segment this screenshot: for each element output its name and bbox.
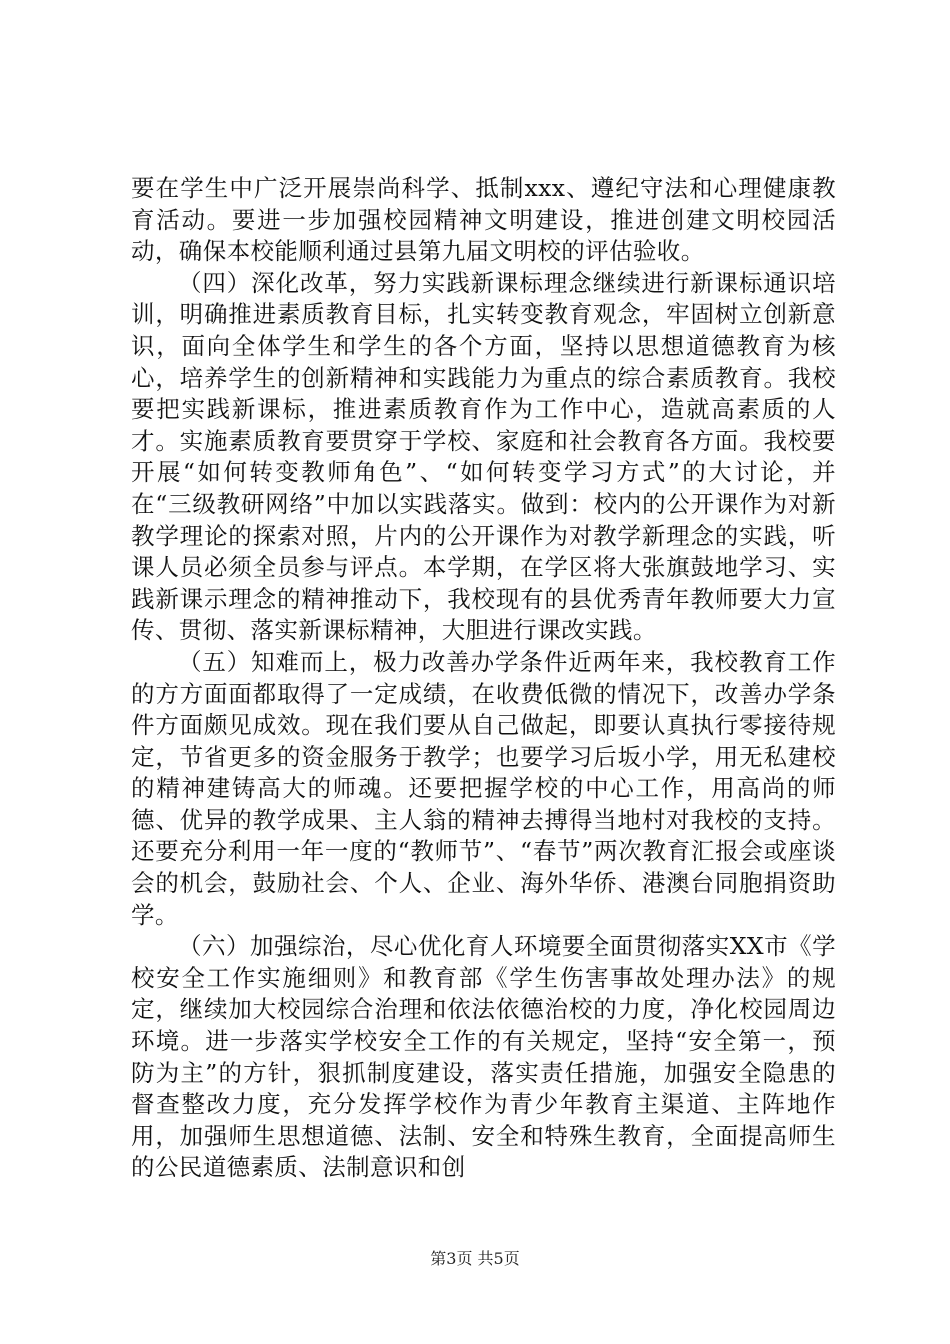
paragraph-section-6: （六）加强综治，尽心优化育人环境要全面贯彻落实XX市《学校安全工作实施细则》和教育部《学生伤害事故处理办法》的规定，继续加大校园综合治理和依法依德治校的力度，净化校园周边环境。进一步落实学校安全工作的有关规定，坚持“安全第一，预防为主”的方针，狠抓制度建设，落实责任措施，加强安全隐患的督查整改力度，充分发挥学校作为青少年教育主渠道、主阵地作用，加强师生思想道德、法制、安全和特殊生教育，全面提高师生的公民道德素质、法制意识和创 — [131, 932, 836, 1182]
paragraph-continuation: 要在学生中广泛开展崇尚科学、抵制xxx、遵纪守法和心理健康教育活动。要进一步加强校园精神文明建设，推进创建文明校园活动，确保本校能顺利通过县第九届文明校的评估验收。 — [131, 174, 836, 266]
page-number-footer: 第3页 共5页 — [430, 1249, 520, 1268]
paragraph-section-5: （五）知难而上，极力改善办学条件近两年来，我校教育工作的方方面面都取得了一定成绩，在收费低微的情况下，改善办学条件方面颇见成效。现在我们要从自己做起，即要认真执行零接待规定，节省更多的资金服务于教学；也要学习后坂小学，用无私建校的精神建铸高大的师魂。还要把握学校的中心工作，用高尚的师德、优异的教学成果、主人翁的精神去搏得当地村对我校的支持。还要充分利用一年一度的“教师节”、“春节”两次教育汇报会或座谈会的机会，鼓励社会、个人、企业、海外华侨、港澳台同胞捐资助学。 — [131, 647, 836, 929]
document-body — [131, 173, 836, 1184]
paragraph-section-4: （四）深化改革，努力实践新课标理念继续进行新课标通识培训，明确推进素质教育目标，扎实转变教育观念，牢固树立创新意识，面向全体学生和学生的各个方面，坚持以思想道德教育为核心，培养学生的创新精神和实践能力为重点的综合素质教育。我校要把实践新课标，推进素质教育作为工作中心，造就高素质的人才。实施素质教育要贯穿于学校、家庭和社会教育各方面。我校要开展“如何转变教师角色”、“如何转变学习方式”的大讨论，并在“三级教研网络”中加以实践落实。做到：校内的公开课作为对新教学理论的探索对照，片内的公开课作为对教学新理念的实践，听课人员必须全员参与评点。本学期，在学区将大张旗鼓地学习、实践新课示理念的精神推动下，我校现有的县优秀青年教师要大力宣传、贯彻、落实新课标精神，大胆进行课改实践。 — [131, 268, 836, 645]
